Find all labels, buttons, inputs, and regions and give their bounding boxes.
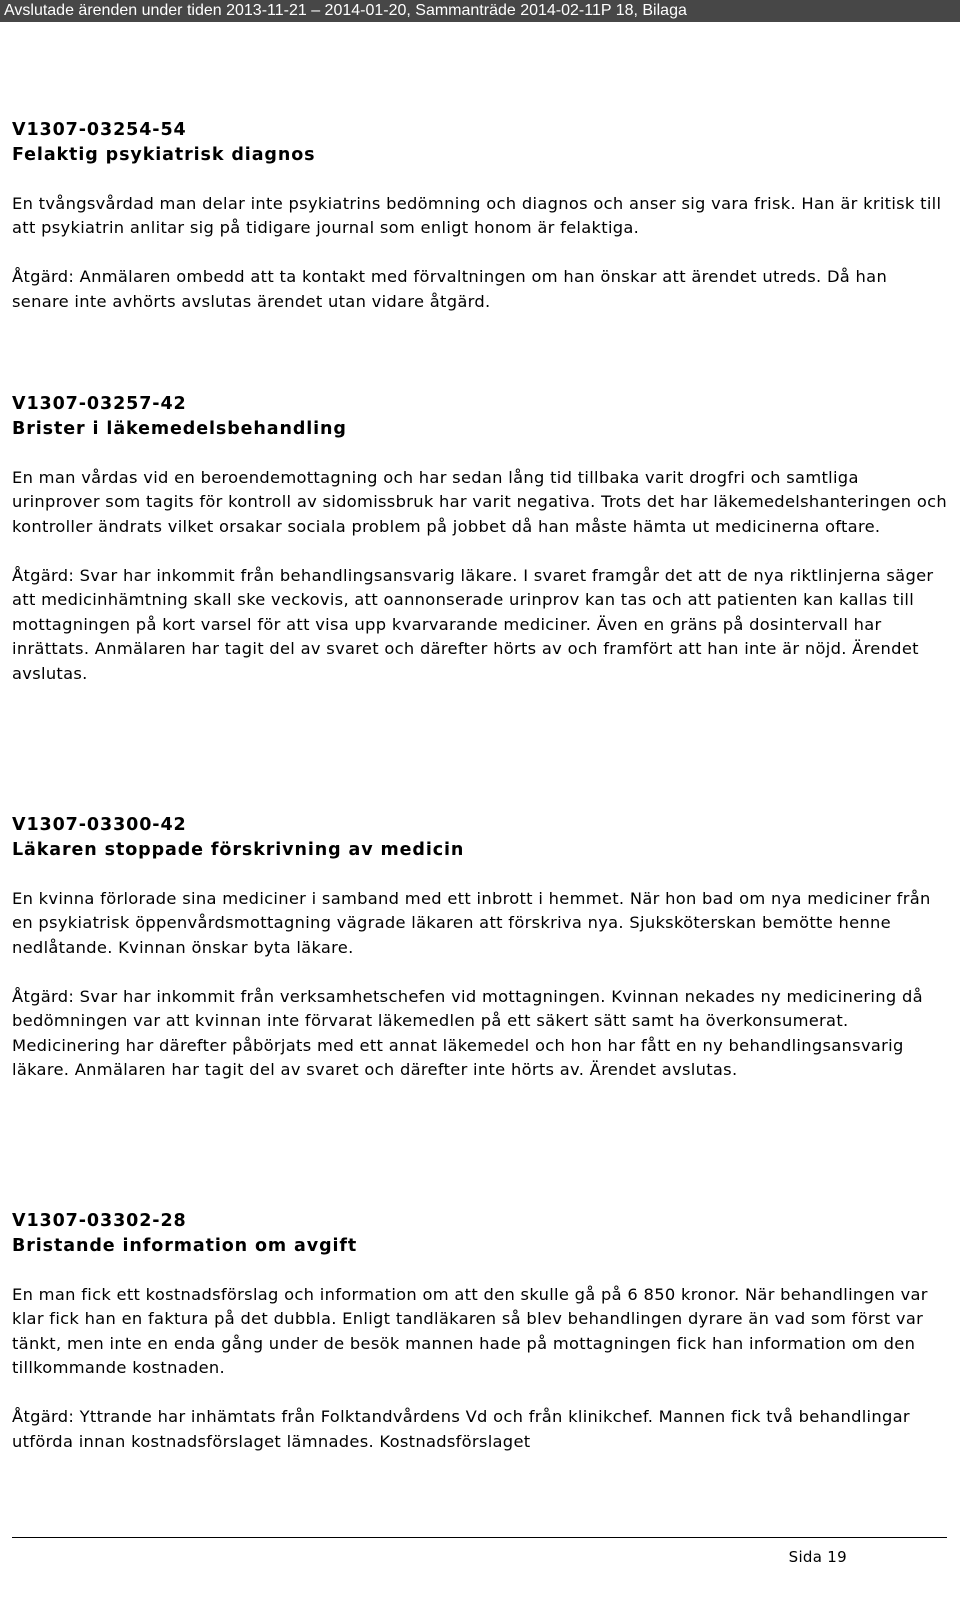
- footer-divider: [12, 1537, 947, 1538]
- case-title: Läkaren stoppade förskrivning av medicin: [12, 839, 465, 860]
- case-title: Felaktig psykiatrisk diagnos: [12, 144, 316, 165]
- case-title: Brister i läkemedelsbehandling: [12, 418, 347, 439]
- case-id: V1307-03302-28: [12, 1211, 187, 1231]
- case-action: Åtgärd: Svar har inkommit från behandlingsansvarig läkare. I svaret framgår det att de nya riktlinjerna säger att medicinhämtning skall ske veckovis, att oannonserade urinprov kan tas och att patienten kan kallas till mottagningen på kort varsel för att visa upp kvarvarande mediciner. Även en gräns på dosintervall har inrättats. Anmälaren har tagit del av svaret och därefter hörts av och framfört att han inte är nöjd. Ärendet avslutas.: [12, 565, 934, 683]
- case-entry: [12, 118, 947, 314]
- case-action: Åtgärd: Anmälaren ombedd att ta kontakt med förvaltningen om han önskar att ärendet utreds. Då han senare inte avhörts avslutas ärendet utan vidare åtgärd.: [12, 267, 888, 311]
- document-header: [0, 0, 960, 22]
- case-action: Åtgärd: Svar har inkommit från verksamhetschefen vid mottagningen. Kvinnan nekades ny medicinering då bedömningen var att kvinnan inte förvarat läkemedlen på ett säkert sätt samt ha överkonsumerat. Medicinering har därefter påbörjats med ett annat läkemedel och hon har fått en ny behandlingsansvarig läkare. Anmälaren har tagit del av svaret och därefter inte hörts av. Ärendet avslutas.: [12, 986, 923, 1079]
- case-entry: [12, 392, 947, 686]
- case-id: V1307-03254-54: [12, 120, 187, 140]
- case-id: V1307-03257-42: [12, 394, 187, 414]
- case-description: En man vårdas vid en beroendemottagning och har sedan lång tid tillbaka varit drogfri och samtliga urinprover som tagits för kontroll av sidomissbruk har varit negativa. Trots det har läkemedelshanteringen och kontroller ändrats vilket orsakar sociala problem på jobbet då han måste hämta ut medicinerna oftare.: [12, 467, 947, 536]
- case-description: En tvångsvårdad man delar inte psykiatrins bedömning och diagnos och anser sig vara frisk. Han är kritisk till att psykiatrin anlitar sig på tidigare journal som enligt honom är felaktiga.: [12, 193, 942, 237]
- case-entry: [12, 1209, 947, 1454]
- case-id: V1307-03300-42: [12, 815, 187, 835]
- page-number: Sida 19: [788, 1548, 847, 1566]
- case-description: En kvinna förlorade sina mediciner i samband med ett inbrott i hemmet. När hon bad om nya mediciner från en psykiatrisk öppenvårdsmottagning vägrade läkaren att förskriva nya. Sjuksköterskan bemötte henne nedlåtande. Kvinnan önskar byta läkare.: [12, 888, 931, 957]
- case-entry: [12, 813, 947, 1083]
- header-text: Avslutade ärenden under tiden 2013-11-21 – 2014-01-20, Sammanträde 2014-02-11P 18, Bilaga: [4, 2, 687, 19]
- case-action: Åtgärd: Yttrande har inhämtats från Folktandvårdens Vd och från klinikchef. Mannen fick två behandlingar utförda innan kostnadsförslaget lämnades. Kostnadsförslaget: [12, 1407, 910, 1451]
- case-title: Bristande information om avgift: [12, 1235, 358, 1256]
- case-description: En man fick ett kostnadsförslag och information om att den skulle gå på 6 850 kronor. När behandlingen var klar fick han en faktura på det dubbla. Enligt tandläkaren så blev behandlingen dyrare än vad som först var tänkt, men inte en enda gång under de besök mannen hade på mottagningen fick han information om den tillkommande kostnaden.: [12, 1284, 928, 1377]
